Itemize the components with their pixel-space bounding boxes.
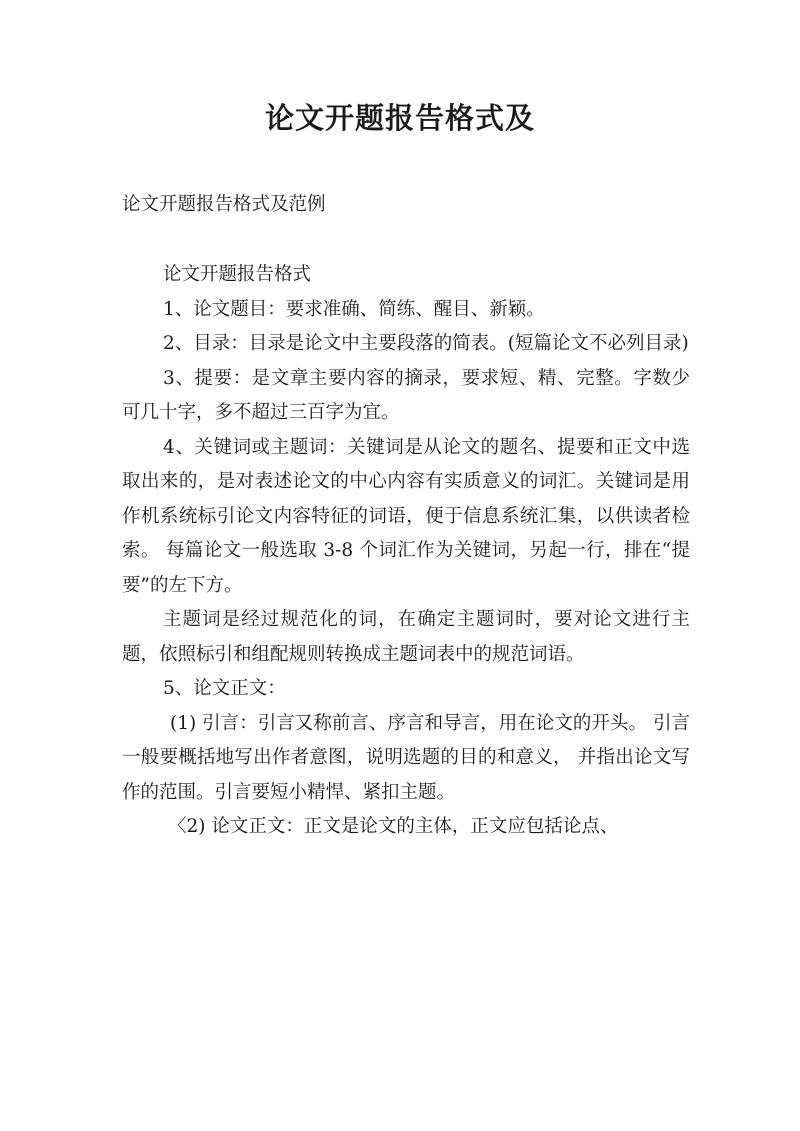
paragraph-item-5: 5、论文正文： bbox=[163, 678, 286, 699]
paragraph-item-4: 4、关键词或主题词：关键词是从论文的题名、提要和正文中选取出来的，是对表述论文的中心内容有实质意义的词汇。关键词是用作机系统标引论文内容特征的词语，便于信息系统汇集，以供读者检索。 每篇论文一般选取 3-8 个词汇作为关键词，另起一行，排在“提要”的左下方。 bbox=[122, 436, 690, 596]
paragraph-item-2: 2、目录：目录是论文中主要段落的简表。(短篇论文不必列目录) bbox=[163, 333, 689, 354]
paragraph-item-3: 3、提要：是文章主要内容的摘录，要求短、精、完整。字数少可几十字，多不超过三百字为宜。 bbox=[122, 367, 690, 423]
document-subtitle: 论文开题报告格式及范例 bbox=[122, 194, 326, 215]
paragraph-format-heading: 论文开题报告格式 bbox=[163, 264, 312, 285]
document-title: 论文开题报告格式及 bbox=[264, 101, 535, 135]
paragraph-item-1: 1、论文题目：要求准确、简练、醒目、新颖。 bbox=[163, 298, 545, 320]
paragraph-subject-words: 主题词是经过规范化的词，在确定主题词时，要对论文进行主题，依照标引和组配规则转换成主题词表中的规范词语。 bbox=[122, 609, 690, 665]
document-body bbox=[122, 258, 690, 845]
paragraph-introduction: (1) 引言：引言又称前言、序言和导言，用在论文的开头。 引言一般要概括地写出作者意图，说明选题的目的和意义， 并指出论文写作的范围。引言要短小精悍、紧扣主题。 bbox=[122, 712, 690, 803]
paragraph-main-text: 〈2) 论文正文：正文是论文的主体，正文应包括论点、 bbox=[168, 816, 619, 837]
